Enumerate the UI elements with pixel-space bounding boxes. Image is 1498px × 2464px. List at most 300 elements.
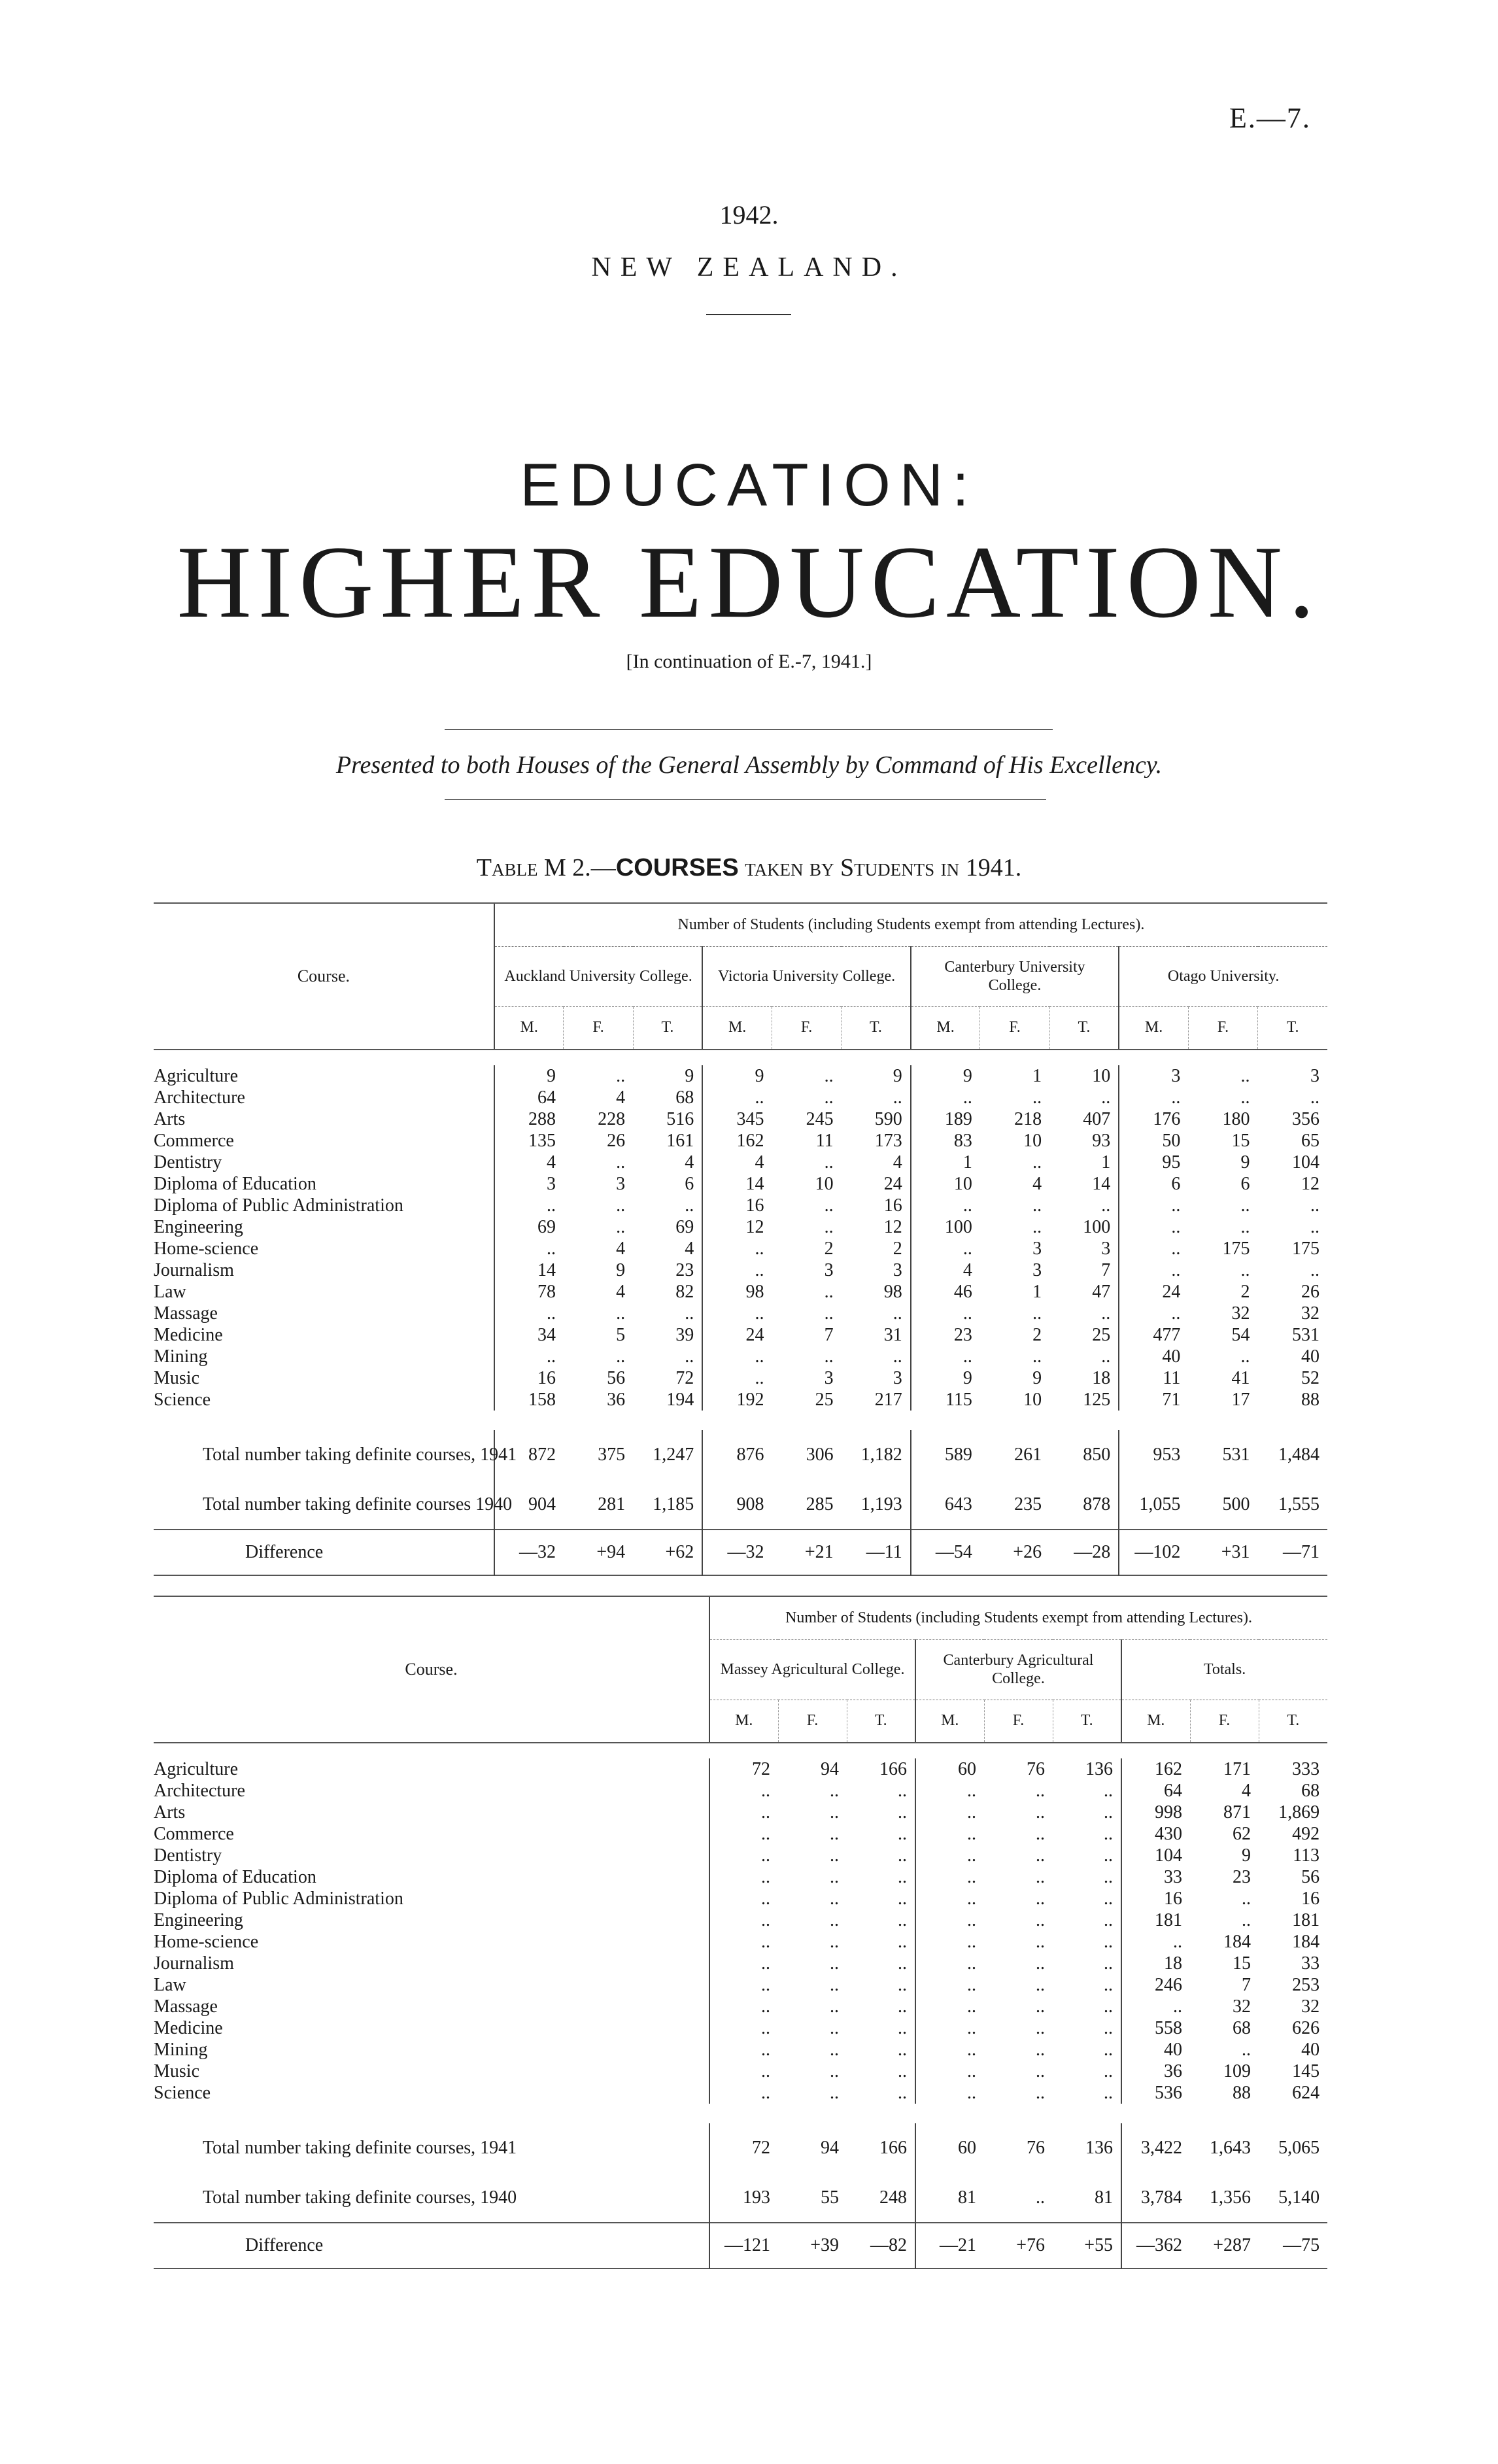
table-cell: 88	[1301, 1389, 1319, 1410]
table-cell: 36	[607, 1389, 626, 1410]
table-row	[154, 1238, 1327, 1259]
table-cell: ..	[824, 1065, 834, 1086]
sub-column-header: F.	[1190, 1700, 1259, 1743]
table-cell: ..	[1119, 1087, 1188, 1108]
table-cell: 88	[1233, 2082, 1251, 2103]
total-row	[154, 1430, 1327, 1480]
table-row	[154, 1888, 1327, 1909]
table-cell: ..	[911, 1238, 980, 1259]
table-cell: ..	[709, 1845, 778, 1866]
table-label: Table	[476, 854, 538, 881]
table-cell: ..	[1104, 1953, 1113, 1974]
table-cell: 3	[824, 1367, 834, 1388]
table-cell: ..	[898, 1996, 907, 2017]
course-name	[154, 1931, 709, 1953]
table-cell: ..	[830, 1780, 839, 1801]
table-cell: 407	[1083, 1108, 1111, 1129]
table-cell: 4	[702, 1152, 772, 1173]
total-cell: 81	[915, 2173, 984, 2223]
table-cell: 69	[675, 1216, 694, 1237]
table-cell: 9	[1240, 1152, 1250, 1172]
table-cell: ..	[1104, 1996, 1113, 2017]
table-cell: ..	[702, 1238, 772, 1259]
course-name	[154, 2039, 709, 2061]
table-cell: 180	[1222, 1108, 1250, 1129]
students-span-header: Number of Students (including Students exempt from attending Lectures).	[494, 903, 1327, 946]
table-cell: 181	[1292, 1909, 1320, 1930]
total-cell: +39	[778, 2223, 847, 2268]
table-cell: ..	[1119, 1195, 1188, 1216]
table-cell: 558	[1121, 2017, 1190, 2039]
table-cell: ..	[915, 1931, 984, 1953]
total-cell: +62	[633, 1530, 702, 1575]
table-cell: ..	[1036, 1953, 1045, 1974]
table-cell: ..	[1101, 1346, 1111, 1367]
table-cell: 3	[1310, 1065, 1319, 1086]
sub-column-header: F.	[772, 1006, 841, 1050]
course-name	[154, 1324, 494, 1346]
table-cell: 78	[494, 1281, 564, 1303]
course-label: Dentistry	[154, 1845, 222, 1866]
table-cell: 16	[883, 1195, 902, 1216]
total-cell: 953	[1119, 1430, 1188, 1480]
total-cell: +287	[1190, 2223, 1259, 2268]
table-cell: ..	[1104, 2017, 1113, 2038]
table-cell: 998	[1121, 1802, 1190, 1823]
table-cell: 40	[1121, 2039, 1190, 2061]
table-cell: 68	[675, 1087, 694, 1108]
table-cell: 162	[1121, 1758, 1190, 1780]
table-cell: ..	[893, 1346, 902, 1367]
table-cell: 217	[874, 1389, 902, 1410]
table-row	[154, 1195, 1327, 1216]
table-cell: 6	[1240, 1173, 1250, 1194]
total-cell: 878	[1083, 1494, 1111, 1514]
table-cell: ..	[830, 1888, 839, 1909]
table-row	[154, 1259, 1327, 1281]
table-row	[154, 1823, 1327, 1845]
table-cell: ..	[494, 1346, 564, 1367]
course-name	[154, 1065, 494, 1087]
table-cell: ..	[824, 1303, 834, 1324]
group-header: Canterbury Agricultural College.	[915, 1639, 1121, 1700]
country-name: NEW ZEALAND.	[591, 252, 907, 282]
table-cell: 3	[1032, 1238, 1042, 1259]
table-cell: ..	[709, 1953, 778, 1974]
table-cell: ..	[1104, 2082, 1113, 2103]
course-name	[154, 1888, 709, 1909]
total-cell: 193	[709, 2173, 778, 2223]
table-cell: 83	[911, 1130, 980, 1152]
table-cell: ..	[915, 1823, 984, 1845]
table-cell: ..	[830, 1823, 839, 1844]
table-cell: 3	[1101, 1238, 1111, 1259]
table-cell: ..	[709, 1823, 778, 1845]
table-cell: 158	[494, 1389, 564, 1411]
table-cell: 181	[1121, 1909, 1190, 1931]
course-name	[154, 1802, 709, 1823]
table-cell: 245	[806, 1108, 834, 1129]
table-cell: 95	[1119, 1152, 1188, 1173]
total-cell: 235	[1014, 1494, 1042, 1514]
table-cell: 18	[1092, 1367, 1111, 1388]
table-cell: 47	[1092, 1281, 1111, 1302]
table-row	[154, 2017, 1327, 2039]
total-cell: 1,193	[860, 1494, 902, 1514]
table-cell: 162	[702, 1130, 772, 1152]
table-row	[154, 1909, 1327, 1931]
table-cell: 2	[824, 1238, 834, 1259]
table-cell: 14	[494, 1259, 564, 1281]
table-cell: ..	[898, 1866, 907, 1887]
table-cell: 7	[1242, 1974, 1251, 1995]
table-cell: 23	[911, 1324, 980, 1346]
table-cell: ..	[830, 1953, 839, 1974]
course-name	[154, 1216, 494, 1238]
table-cell: ..	[1104, 1845, 1113, 1866]
table-cell: 33	[1301, 1953, 1320, 1974]
table-cell: 10	[1023, 1389, 1042, 1410]
table-cell: 12	[1301, 1173, 1319, 1194]
table-cell: 25	[1092, 1324, 1111, 1345]
table-cell: 246	[1121, 1974, 1190, 1996]
table-cell: ..	[709, 1909, 778, 1931]
total-row	[154, 2123, 1327, 2173]
table-cell: 15	[1231, 1130, 1250, 1151]
table-cell: 171	[1223, 1758, 1251, 1779]
total-cell: +21	[772, 1530, 841, 1575]
table-cell: 14	[1092, 1173, 1111, 1194]
table-courses-word: COURSES	[615, 854, 739, 881]
total-label: Total number taking definite courses, 1940	[203, 2187, 517, 2208]
table-cell: ..	[898, 1953, 907, 1974]
table-cell: 218	[1014, 1108, 1042, 1129]
table-cell: 1	[1032, 1281, 1042, 1302]
group-header: Victoria University College.	[702, 946, 910, 1006]
table-cell: 3	[616, 1173, 626, 1194]
table-cell: 64	[494, 1087, 564, 1108]
table-cell: ..	[1240, 1195, 1250, 1216]
table-cell: 4	[494, 1152, 564, 1173]
table-row	[154, 1367, 1327, 1389]
table-row	[154, 1303, 1327, 1324]
table-cell: ..	[709, 1996, 778, 2017]
table-row	[154, 2082, 1327, 2104]
table-cell: ..	[1242, 1909, 1251, 1930]
total-cell: 850	[1083, 1445, 1111, 1465]
total-cell: 261	[1014, 1445, 1042, 1465]
table-cell: 82	[675, 1281, 694, 1302]
table-cell: ..	[1036, 1931, 1045, 1952]
table-cell: 16	[702, 1195, 772, 1216]
total-label: Total number taking definite courses, 1941	[203, 1445, 517, 1465]
table-cell: 3	[1119, 1065, 1188, 1087]
table-cell: ..	[830, 1931, 839, 1952]
total-cell: 81	[1095, 2187, 1113, 2208]
total-cell: 500	[1222, 1494, 1250, 1514]
course-name	[154, 1259, 494, 1281]
table-cell: ..	[898, 2061, 907, 2081]
table-cell: 69	[494, 1216, 564, 1238]
total-cell: 1,182	[860, 1445, 902, 1465]
total-cell: 248	[879, 2187, 907, 2208]
total-cell: —82	[847, 2223, 915, 2268]
total-label: Total number taking definite courses 1940	[203, 1494, 513, 1514]
table-row	[154, 1346, 1327, 1367]
difference-row	[154, 2223, 1327, 2268]
table-row	[154, 1216, 1327, 1238]
total-cell: —121	[709, 2223, 778, 2268]
table-cell: ..	[830, 1866, 839, 1887]
table-cell: ..	[709, 1888, 778, 1909]
table-cell: 194	[666, 1389, 694, 1410]
table-cell: 56	[1301, 1866, 1320, 1887]
total-cell: +94	[564, 1530, 633, 1575]
table-cell: 32	[1233, 1996, 1251, 2017]
group-header: Canterbury University College.	[911, 946, 1119, 1006]
table-cell: ..	[1240, 1065, 1250, 1086]
table-cell: 98	[702, 1281, 772, 1303]
table-cell: 4	[911, 1259, 980, 1281]
table-cell: ..	[1036, 1845, 1045, 1866]
table-cell: 54	[1231, 1324, 1250, 1345]
course-label: Law	[154, 1281, 186, 1302]
sub-column-header: M.	[915, 1700, 984, 1743]
sub-column-header: F.	[564, 1006, 633, 1050]
sub-column-header: T.	[1053, 1700, 1121, 1743]
table-cell: 9	[616, 1259, 626, 1280]
table-cell: 46	[911, 1281, 980, 1303]
table-cell: 288	[494, 1108, 564, 1130]
table-title	[0, 853, 1498, 882]
course-label: Arts	[154, 1108, 186, 1129]
course-name	[154, 2017, 709, 2039]
table-cell: 41	[1231, 1367, 1250, 1388]
table-cell: ..	[1032, 1216, 1042, 1237]
table-cell: ..	[911, 1195, 980, 1216]
total-cell: —102	[1119, 1530, 1188, 1575]
table-cell: 24	[1119, 1281, 1188, 1303]
table-row	[154, 1130, 1327, 1152]
table-year: 1941.	[965, 854, 1022, 881]
table-cell: ..	[830, 2039, 839, 2060]
table-cell: ..	[898, 1845, 907, 1866]
table-cell: ..	[709, 2082, 778, 2104]
table-cell: 16	[1121, 1888, 1190, 1909]
course-name	[154, 1173, 494, 1195]
students-span-header: Number of Students (including Students exempt from attending Lectures).	[709, 1596, 1327, 1639]
course-name	[154, 1108, 494, 1130]
table-cell: ..	[1104, 2061, 1113, 2081]
table-cell: ..	[709, 1974, 778, 1996]
table-cell: 26	[1301, 1281, 1319, 1302]
total-cell: —11	[842, 1530, 911, 1575]
table-cell: ..	[1036, 2082, 1045, 2103]
table-cell: 175	[1222, 1238, 1250, 1259]
table-cell: 9	[1242, 1845, 1251, 1866]
table-cell: ..	[1242, 1888, 1251, 1909]
sub-column-header: T.	[1259, 1700, 1327, 1743]
total-cell: 375	[598, 1445, 626, 1465]
course-label: Diploma of Public Administration	[154, 1888, 403, 1909]
course-name	[154, 1303, 494, 1324]
table-cell: 4	[616, 1087, 626, 1108]
table-cell: ..	[824, 1281, 834, 1302]
table-cell: ..	[616, 1303, 626, 1324]
table-cell: ..	[915, 1888, 984, 1909]
table-cell: ..	[1240, 1087, 1250, 1108]
course-name	[154, 1238, 494, 1259]
table-row	[154, 1953, 1327, 1974]
total-cell: +31	[1188, 1530, 1257, 1575]
table-cell: ..	[1121, 1996, 1190, 2017]
table-cell: 94	[821, 1758, 839, 1779]
table-cell: 31	[883, 1324, 902, 1345]
sub-column-header: M.	[709, 1700, 778, 1743]
table-cell: ..	[911, 1303, 980, 1324]
sub-column-header: F.	[984, 1700, 1053, 1743]
table-cell: ..	[494, 1238, 564, 1259]
table-cell: 10	[911, 1173, 980, 1195]
table-cell: ..	[1310, 1216, 1319, 1237]
course-label: Mining	[154, 2039, 208, 2060]
table-cell: 3	[494, 1173, 564, 1195]
table-cell: ..	[685, 1346, 694, 1367]
table-cell: 4	[616, 1238, 626, 1259]
table-cell: ..	[1036, 1996, 1045, 2017]
total-cell: 872	[494, 1430, 564, 1480]
table-cell: ..	[911, 1087, 980, 1108]
courses-table-colleges-totals	[154, 1596, 1327, 2271]
total-cell: 5,065	[1278, 2138, 1320, 2158]
table-cell: 4	[1032, 1173, 1042, 1194]
table-row	[154, 1758, 1327, 1780]
table-cell: ..	[830, 2082, 839, 2103]
table-cell: 166	[879, 1758, 907, 1779]
table-cell: 100	[911, 1216, 980, 1238]
table-cell: 9	[911, 1367, 980, 1389]
table-cell: ..	[494, 1303, 564, 1324]
total-cell: 3,422	[1121, 2123, 1190, 2173]
sub-column-header: M.	[1121, 1700, 1190, 1743]
table-cell: 113	[1293, 1845, 1320, 1866]
table-id: M 2.—	[544, 854, 616, 881]
table-cell: ..	[1032, 1087, 1042, 1108]
course-label: Diploma of Education	[154, 1173, 316, 1194]
total-cell: 285	[806, 1494, 834, 1514]
total-cell: 5,140	[1278, 2187, 1320, 2208]
course-name	[154, 1152, 494, 1173]
table-cell: 590	[874, 1108, 902, 1129]
table-cell: 626	[1292, 2017, 1320, 2038]
course-label: Arts	[154, 1802, 186, 1822]
table-cell: 72	[675, 1367, 694, 1388]
table-cell: ..	[898, 1909, 907, 1930]
course-name	[154, 1866, 709, 1888]
table-cell: ..	[830, 1802, 839, 1822]
table-row	[154, 1389, 1327, 1411]
table-cell: ..	[830, 1974, 839, 1995]
total-cell: 876	[702, 1430, 772, 1480]
table-cell: 71	[1119, 1389, 1188, 1411]
sub-column-header: T.	[847, 1700, 915, 1743]
table-cell: ..	[709, 1931, 778, 1953]
table-cell: ..	[1101, 1303, 1111, 1324]
table-row	[154, 1281, 1327, 1303]
table-cell: ..	[1036, 2039, 1045, 2060]
table-cell: ..	[702, 1367, 772, 1389]
total-cell: —75	[1259, 2223, 1327, 2268]
table-cell: ..	[915, 2039, 984, 2061]
table-cell: 32	[1301, 1996, 1320, 2017]
table-cell: ..	[1104, 1802, 1113, 1822]
table-row	[154, 1866, 1327, 1888]
table-cell: ..	[915, 2017, 984, 2039]
table-cell: 24	[883, 1173, 902, 1194]
table-cell: 184	[1223, 1931, 1251, 1952]
course-label: Dentistry	[154, 1152, 222, 1172]
table-row	[154, 2039, 1327, 2061]
table-cell: ..	[1104, 1866, 1113, 1887]
total-cell: +55	[1053, 2223, 1121, 2268]
table-cell: 624	[1292, 2082, 1320, 2103]
table-cell: ..	[1119, 1303, 1188, 1324]
table-cell: ..	[685, 1195, 694, 1216]
table-cell: ..	[824, 1087, 834, 1108]
table-cell: 1	[911, 1152, 980, 1173]
table-cell: 192	[702, 1389, 772, 1411]
total-cell: 72	[709, 2123, 778, 2173]
table-cell: 65	[1301, 1130, 1319, 1151]
table-cell: ..	[709, 1780, 778, 1802]
table-cell: ..	[898, 1823, 907, 1844]
sub-column-header: T.	[1049, 1006, 1119, 1050]
table-cell: ..	[898, 2039, 907, 2060]
table-cell: 62	[1233, 1823, 1251, 1844]
course-name	[154, 1195, 494, 1216]
total-label: Difference	[154, 1530, 494, 1575]
table-cell: ..	[1036, 1823, 1045, 1844]
table-cell: ..	[616, 1216, 626, 1237]
table-cell: ..	[893, 1303, 902, 1324]
table-cell: ..	[915, 1780, 984, 1802]
course-name	[154, 1281, 494, 1303]
table-cell: 492	[1292, 1823, 1320, 1844]
total-cell: 1,555	[1278, 1494, 1319, 1514]
table-cell: ..	[1104, 1888, 1113, 1909]
total-cell: —54	[911, 1530, 980, 1575]
table-cell: ..	[1104, 2039, 1113, 2060]
course-label: Engineering	[154, 1216, 243, 1237]
table-cell: ..	[616, 1346, 626, 1367]
table-row	[154, 1802, 1327, 1823]
table-cell: ..	[616, 1195, 626, 1216]
divider	[445, 729, 1053, 730]
total-cell: 1,356	[1210, 2187, 1251, 2208]
table-cell: ..	[1036, 1888, 1045, 1909]
table-cell: 52	[1301, 1367, 1319, 1388]
table-cell: 7	[824, 1324, 834, 1345]
table-cell: ..	[915, 1909, 984, 1931]
course-label: Diploma of Education	[154, 1866, 316, 1887]
table-cell: ..	[898, 2017, 907, 2038]
course-column-header: Course.	[154, 1596, 709, 1743]
sub-column-header: M.	[1119, 1006, 1188, 1050]
table-cell: 173	[874, 1130, 902, 1151]
table-row	[154, 1845, 1327, 1866]
table-cell: ..	[915, 2082, 984, 2104]
total-cell: —71	[1258, 1530, 1327, 1575]
